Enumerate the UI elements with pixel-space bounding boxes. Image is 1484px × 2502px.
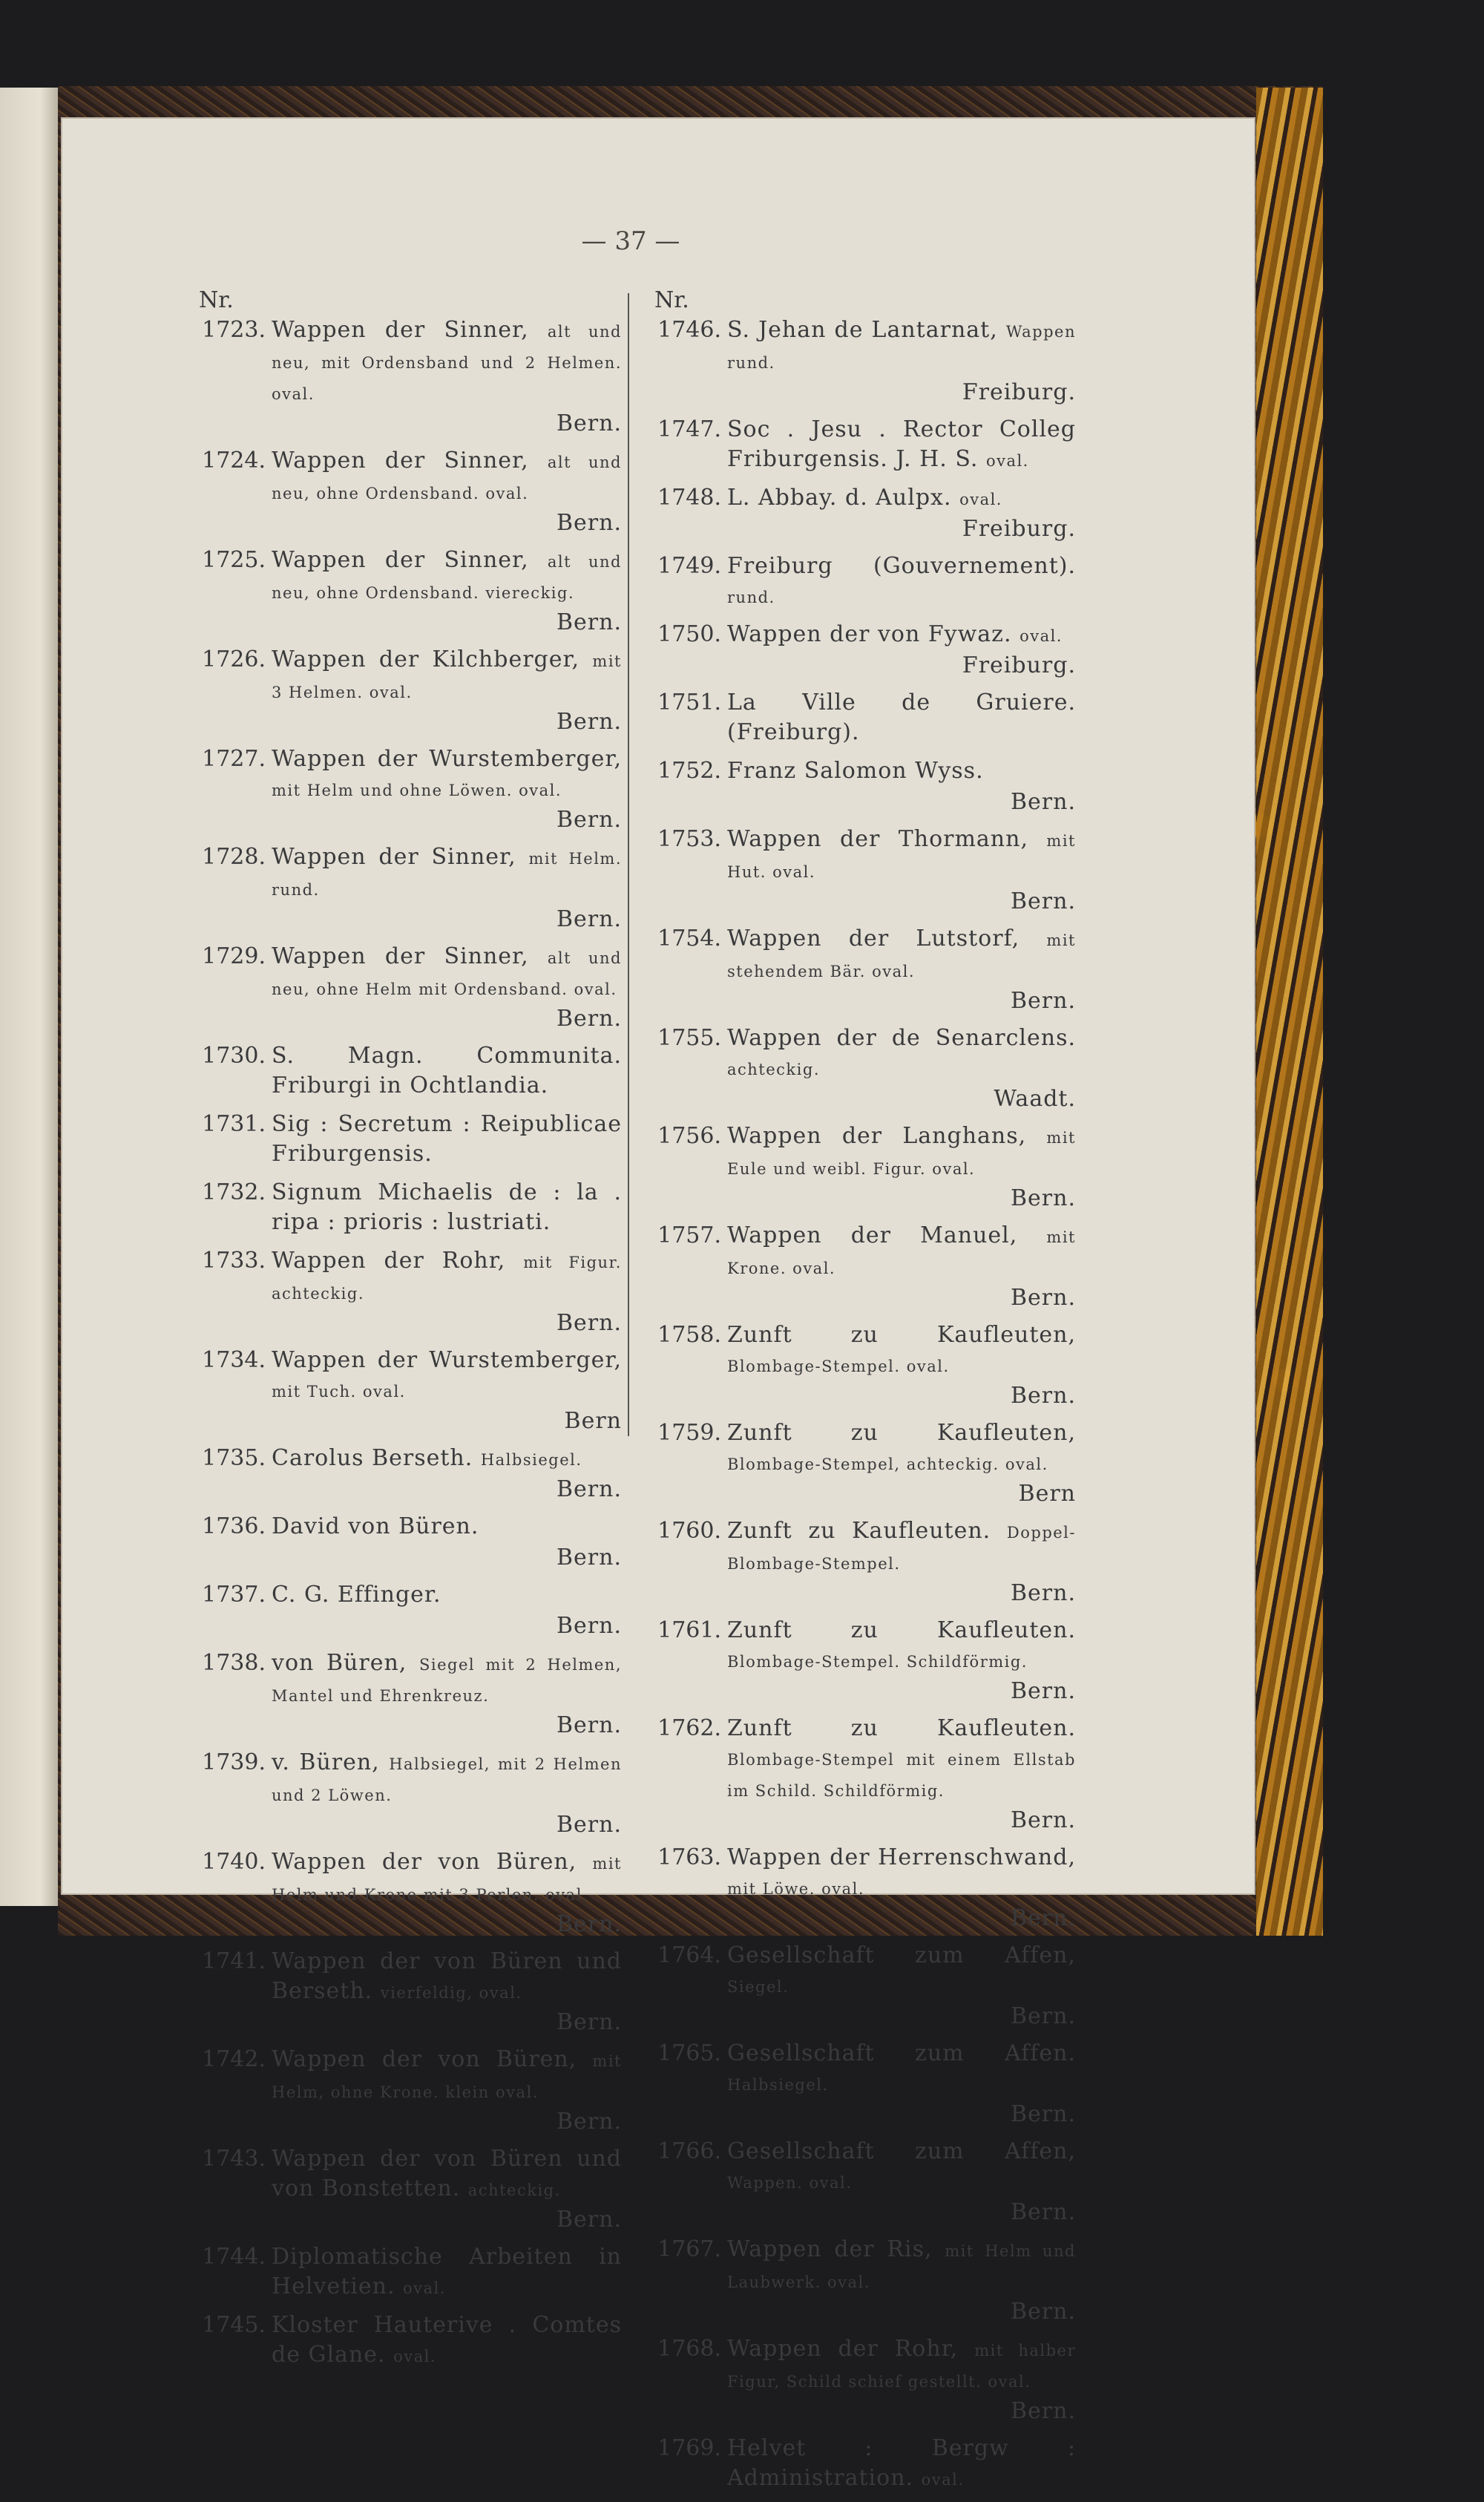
entry-text — [272, 2311, 622, 2371]
entry-text — [272, 546, 622, 638]
entry-number: 1734. — [202, 1347, 266, 1373]
entry-number: 1744. — [202, 2244, 266, 2270]
entry-place: Bern. — [1011, 1580, 1076, 1606]
entry-note: vierfeldig, oval. — [380, 1984, 522, 2002]
entry-title: Wappen der Ris, — [727, 2236, 933, 2262]
left-column — [184, 286, 622, 2379]
entry-title: Gesellschaft zum Affen. — [727, 2040, 1076, 2066]
catalog-entry — [640, 620, 1076, 681]
entry-number: 1732. — [202, 1179, 266, 1205]
entry-title: Wappen der von Büren, — [272, 2046, 577, 2072]
entry-note: alt und neu, ohne Ordensband. viereckig. — [272, 553, 623, 602]
entry-note: mit Krone. oval. — [727, 1228, 1076, 1277]
entry-text — [727, 551, 1076, 612]
catalog-entry — [640, 1843, 1076, 1933]
entry-place: Bern. — [556, 709, 622, 735]
catalog-entry — [640, 2137, 1076, 2227]
catalog-entry — [640, 1516, 1076, 1608]
entry-text — [727, 1418, 1076, 1509]
entry-text — [727, 688, 1076, 749]
entry-text — [272, 1246, 622, 1338]
entry-title: Wappen der Rohr, — [272, 1248, 506, 1274]
entry-place: Bern. — [1011, 789, 1076, 815]
entry-number: 1746. — [657, 317, 721, 343]
entry-title: Wappen der Sinner, — [272, 448, 529, 474]
catalog-entry — [184, 645, 622, 737]
entry-note: mit Eule und weibl. Figur. oval. — [727, 1129, 1076, 1178]
entry-text — [727, 1121, 1076, 1214]
entry-number: 1733. — [202, 1248, 266, 1274]
entry-place: Bern. — [556, 1310, 622, 1336]
entry-number: 1747. — [657, 416, 721, 442]
entry-place: Bern. — [1011, 2199, 1076, 2225]
catalog-entry — [184, 942, 622, 1034]
entry-note: mit Helm, ohne Krone. klein oval. — [272, 2052, 622, 2101]
entry-title: L. Abbay. d. Aulpx. — [727, 485, 952, 511]
entry-title: v. Büren, — [272, 1749, 380, 1775]
entry-note: Blombage-Stempel. Schildförmig. — [727, 1653, 1028, 1671]
entry-text — [727, 1024, 1076, 1114]
entry-text — [272, 1748, 622, 1840]
entry-number: 1765. — [657, 2040, 721, 2066]
catalog-entry — [640, 551, 1076, 612]
entry-title: Zunft zu Kaufleuten, — [727, 1322, 1076, 1348]
entry-note: mit Figur. achteckig. — [272, 1254, 622, 1303]
entry-note: mit Helm und Krone mit 3 Perlen. oval. — [272, 1855, 622, 1904]
entry-title: S. Jehan de Lantarnat, — [727, 317, 998, 343]
entry-place: Bern. — [1011, 1185, 1076, 1211]
entry-number: 1759. — [657, 1420, 721, 1446]
entry-title: Freiburg (Gouvernement). — [727, 553, 1076, 579]
nr-header: Nr. — [199, 287, 234, 313]
catalog-entry — [184, 1444, 622, 1504]
entry-text — [727, 2039, 1076, 2129]
entry-title: Signum Michaelis de : la . ripa : prioris : lustriati. — [272, 1179, 622, 1235]
entry-note: oval. — [921, 2471, 965, 2489]
entry-text — [272, 2045, 622, 2137]
entry-place: Bern. — [1011, 1285, 1076, 1311]
entry-title: Helvet : Bergw : Administration. — [727, 2435, 1076, 2491]
entry-note: mit Helm und ohne Löwen. oval. — [272, 782, 562, 799]
entry-note: alt und neu, mit Ordensband und 2 Helmen. oval. — [272, 323, 623, 403]
catalog-entry — [640, 688, 1076, 749]
page-number: — 37 — — [581, 226, 680, 256]
entry-number: 1754. — [657, 926, 721, 952]
catalog-entry — [640, 756, 1076, 817]
entry-note: mit Löwe. oval. — [727, 1880, 865, 1898]
entry-place: Bern. — [1011, 1807, 1076, 1833]
catalog-entry — [184, 1947, 622, 2037]
entry-title: Kloster Hauterive . Comtes de Glane. — [272, 2312, 622, 2368]
catalog-entry — [184, 744, 622, 835]
catalog-entry — [184, 1512, 622, 1573]
catalog-entry — [640, 1320, 1076, 1411]
catalog-entry — [640, 1121, 1076, 1214]
catalog-entry — [184, 2242, 622, 2303]
entry-number: 1745. — [202, 2312, 266, 2338]
entry-place: Bern. — [556, 2009, 622, 2035]
entry-place: Bern. — [556, 906, 622, 932]
entry-text — [727, 825, 1076, 917]
entry-text — [272, 1041, 622, 1102]
entry-title: Zunft zu Kaufleuten, — [727, 1420, 1076, 1446]
entry-text — [727, 1221, 1076, 1313]
entry-number: 1727. — [202, 746, 266, 772]
entry-number: 1751. — [657, 690, 721, 715]
entry-number: 1748. — [657, 485, 721, 511]
entry-title: Diplomatische Arbeiten in Helvetien. — [272, 2244, 622, 2299]
entry-note: achteckig. — [727, 1061, 820, 1078]
entry-note: alt und neu, ohne Helm mit Ordensband. oval. — [272, 949, 623, 998]
entry-note: Siegel. — [727, 1978, 789, 1996]
entry-text — [272, 1178, 622, 1239]
catalog-entry — [184, 1580, 622, 1641]
entry-text — [272, 842, 622, 934]
entry-number: 1750. — [657, 621, 721, 647]
entry-place: Bern. — [556, 2109, 622, 2135]
entry-text — [272, 315, 622, 439]
catalog-entry — [184, 1041, 622, 1102]
entry-place: Bern. — [556, 510, 622, 536]
entry-text — [272, 645, 622, 737]
entry-note: Halbsiegel, mit 2 Helmen und 2 Löwen. — [272, 1755, 622, 1804]
entry-text — [727, 2137, 1076, 2227]
entry-title: Wappen der Wurstemberger, — [272, 746, 622, 772]
catalog-entry — [184, 1246, 622, 1338]
entry-note: oval. — [403, 2279, 446, 2297]
entry-text — [727, 756, 1076, 817]
entry-note: mit stehendem Bär. oval. — [727, 931, 1076, 980]
entry-note: Wappen. oval. — [727, 2174, 853, 2192]
entry-title: Wappen der Wurstemberger, — [272, 1347, 622, 1373]
catalog-entry — [640, 825, 1076, 917]
entry-title: Wappen der Kilchberger, — [272, 646, 580, 672]
entry-title: Wappen der Manuel, — [727, 1222, 1018, 1248]
entry-note: oval. — [959, 491, 1002, 508]
catalog-entry — [640, 924, 1076, 1016]
entry-number: 1738. — [202, 1650, 266, 1676]
entry-place: Bern. — [556, 1712, 622, 1738]
catalog-entry — [184, 315, 622, 439]
entry-number: 1728. — [202, 844, 266, 870]
entry-title: Zunft zu Kaufleuten. — [727, 1617, 1076, 1643]
entry-place: Bern. — [1011, 1383, 1076, 1409]
entry-number: 1764. — [657, 1942, 721, 1968]
column-divider — [628, 293, 629, 1436]
catalog-entry — [640, 1714, 1076, 1835]
entry-number: 1768. — [657, 2336, 721, 2362]
entry-text — [272, 942, 622, 1034]
entry-place: Bern. — [556, 609, 622, 635]
catalog-entry — [184, 1847, 622, 1939]
entry-place: Freiburg. — [962, 379, 1076, 405]
entry-note: alt und neu, ohne Ordensband. oval. — [272, 453, 623, 502]
catalog-entry — [640, 2235, 1076, 2327]
entry-place: Bern — [564, 1408, 622, 1434]
entry-note: Blombage-Stempel mit einem Ellstab im Schild. Schildförmig. — [727, 1751, 1076, 1800]
catalog-entry — [640, 2334, 1076, 2426]
entry-title: Wappen der Langhans, — [727, 1123, 1027, 1149]
entry-title: von Büren, — [272, 1650, 407, 1676]
entry-place: Waadt. — [994, 1086, 1076, 1112]
entry-place: Bern. — [1011, 2299, 1076, 2325]
entry-place: Bern. — [1011, 888, 1076, 914]
entry-title: David von Büren. — [272, 1513, 479, 1539]
entry-place: Bern. — [1011, 2003, 1076, 2029]
catalog-entry — [184, 446, 622, 538]
entry-number: 1731. — [202, 1111, 266, 1137]
entry-title: Wappen der von Büren, — [272, 1849, 577, 1875]
entry-number: 1769. — [657, 2435, 721, 2461]
entry-number: 1729. — [202, 943, 266, 969]
entry-place: Bern. — [556, 1476, 622, 1502]
entry-text — [272, 446, 622, 538]
entry-place: Bern. — [556, 410, 622, 436]
entry-text — [727, 924, 1076, 1016]
entry-note: rund. — [727, 589, 775, 606]
entry-place: Bern. — [556, 1911, 622, 1937]
entry-title: Carolus Berseth. — [272, 1445, 473, 1471]
entry-title: Wappen der von Büren und Berseth. — [272, 1948, 622, 2004]
catalog-entry — [184, 2144, 622, 2235]
entry-place: Bern. — [556, 1545, 622, 1571]
entry-title: Zunft zu Kaufleuten. — [727, 1715, 1076, 1741]
facing-page-edge — [0, 88, 59, 1906]
entry-title: Wappen der Sinner, — [272, 547, 529, 573]
entry-text — [727, 1616, 1076, 1706]
entry-text — [727, 1714, 1076, 1835]
entry-note: oval. — [393, 2348, 437, 2365]
catalog-entry — [640, 1024, 1076, 1114]
entry-title: S. Magn. Communita. Friburgi in Ochtlandia. — [272, 1043, 622, 1098]
entry-place: Bern. — [556, 1006, 622, 1032]
entry-text — [727, 1941, 1076, 2031]
entry-text — [727, 1516, 1076, 1608]
catalog-entry — [640, 1221, 1076, 1313]
entry-text — [272, 1947, 622, 2037]
entry-number: 1749. — [657, 553, 721, 579]
entry-number: 1730. — [202, 1043, 266, 1069]
entry-number: 1737. — [202, 1582, 266, 1608]
entry-number: 1735. — [202, 1445, 266, 1471]
entry-list-right — [640, 315, 1076, 2495]
entry-text — [272, 2242, 622, 2303]
entry-place: Bern. — [1011, 2101, 1076, 2127]
entry-text — [727, 415, 1076, 476]
entry-number: 1723. — [202, 317, 266, 343]
entry-number: 1741. — [202, 1948, 266, 1974]
entry-place: Bern. — [556, 1613, 622, 1639]
entry-place: Bern. — [556, 1812, 622, 1838]
entry-text — [727, 1320, 1076, 1411]
entry-note: mit halber Figur, Schild schief gestellt. oval. — [727, 2342, 1076, 2391]
entry-title: Wappen der von Fywaz. — [727, 621, 1012, 647]
entry-place: Bern. — [1011, 1905, 1076, 1931]
entry-title: Wappen der Sinner, — [272, 943, 529, 969]
entry-number: 1752. — [657, 758, 721, 784]
nr-header: Nr. — [654, 287, 689, 313]
entry-note: mit Helm und Laubwerk. oval. — [727, 2242, 1076, 2291]
entry-note: Blombage-Stempel, achteckig. oval. — [727, 1455, 1048, 1473]
entry-number: 1740. — [202, 1849, 266, 1875]
catalog-entry — [640, 2039, 1076, 2129]
entry-text — [727, 2334, 1076, 2426]
entry-place: Freiburg. — [962, 652, 1076, 678]
entry-number: 1767. — [657, 2236, 721, 2262]
catalog-entry — [184, 1110, 622, 1170]
entry-number: 1756. — [657, 1123, 721, 1149]
entry-note: Wappen rund. — [727, 323, 1076, 372]
entry-number: 1760. — [657, 1518, 721, 1544]
entry-note: mit Helm. rund. — [272, 850, 622, 899]
entry-note: Halbsiegel. — [480, 1451, 582, 1469]
entry-note: mit 3 Helmen. oval. — [272, 652, 622, 701]
right-column — [640, 286, 1076, 2502]
entry-number: 1761. — [657, 1617, 721, 1643]
entry-place: Bern. — [556, 807, 622, 833]
entry-number: 1755. — [657, 1025, 721, 1051]
entry-title: La Ville de Gruiere. (Freiburg). — [727, 690, 1076, 745]
entry-note: mit Tuch. oval. — [272, 1383, 406, 1401]
entry-number: 1753. — [657, 826, 721, 852]
entry-number: 1724. — [202, 448, 266, 474]
catalog-entry — [640, 1616, 1076, 1706]
entry-text — [727, 315, 1076, 407]
entry-note: oval. — [1020, 627, 1063, 645]
entry-number: 1725. — [202, 547, 266, 573]
entry-number: 1739. — [202, 1749, 266, 1775]
entry-text — [272, 2144, 622, 2235]
entry-text — [272, 1346, 622, 1436]
entry-note: Blombage-Stempel. oval. — [727, 1358, 950, 1375]
catalog-entry — [640, 1418, 1076, 1509]
entry-list-left — [184, 315, 622, 2371]
entry-title: Wappen der Thormann, — [727, 826, 1028, 852]
entry-place: Bern. — [1011, 2398, 1076, 2424]
entry-text — [272, 1444, 622, 1504]
entry-place: Bern. — [556, 2207, 622, 2233]
entry-text — [272, 1110, 622, 1170]
entry-place: Bern. — [1011, 988, 1076, 1014]
entry-text — [727, 2434, 1076, 2495]
catalog-entry — [640, 483, 1076, 544]
entry-title: Soc . Jesu . Rector Colleg Friburgensis. J. H. S. — [727, 416, 1076, 472]
entry-number: 1726. — [202, 646, 266, 672]
catalog-entry — [184, 1748, 622, 1840]
catalog-entry — [640, 315, 1076, 407]
catalog-entry — [640, 2434, 1076, 2495]
entry-number: 1758. — [657, 1322, 721, 1348]
entry-note: oval. — [985, 452, 1029, 470]
entry-text — [272, 1580, 622, 1641]
entry-text — [272, 1847, 622, 1939]
entry-number: 1762. — [657, 1715, 721, 1741]
entry-title: C. G. Effinger. — [272, 1582, 441, 1608]
entry-note: achteckig. — [467, 2181, 561, 2199]
entry-number: 1757. — [657, 1222, 721, 1248]
entry-text — [272, 1512, 622, 1573]
entry-note: Halbsiegel. — [727, 2076, 829, 2094]
entry-number: 1742. — [202, 2046, 266, 2072]
catalog-entry — [184, 1346, 622, 1436]
entry-number: 1766. — [657, 2138, 721, 2164]
entry-title: Wappen der Rohr, — [727, 2336, 959, 2362]
catalog-entry — [184, 842, 622, 934]
entry-title: Wappen der de Senarclens. — [727, 1025, 1076, 1051]
entry-text — [272, 1648, 622, 1740]
catalog-entry — [184, 2311, 622, 2371]
entry-text — [727, 2235, 1076, 2327]
entry-title: Wappen der von Büren und von Bonstetten. — [272, 2146, 622, 2201]
entry-title: Gesellschaft zum Affen, — [727, 2138, 1076, 2164]
entry-text — [727, 620, 1076, 681]
catalog-entry — [184, 1178, 622, 1239]
catalog-entry — [184, 546, 622, 638]
entry-number: 1743. — [202, 2146, 266, 2172]
entry-place: Freiburg. — [962, 516, 1076, 542]
entry-title: Zunft zu Kaufleuten. — [727, 1518, 991, 1544]
entry-text — [727, 1843, 1076, 1933]
entry-title: Wappen der Herrenschwand, — [727, 1844, 1076, 1870]
entry-place: Bern — [1018, 1481, 1076, 1507]
marbled-edge — [1256, 88, 1323, 1936]
entry-title: Wappen der Lutstorf, — [727, 926, 1020, 952]
entry-note: mit Hut. oval. — [727, 832, 1076, 881]
entry-text — [272, 744, 622, 835]
entry-text — [727, 483, 1076, 544]
entry-title: Wappen der Sinner, — [272, 317, 529, 343]
entry-number: 1736. — [202, 1513, 266, 1539]
entry-number: 1763. — [657, 1844, 721, 1870]
entry-title: Wappen der Sinner, — [272, 844, 516, 870]
entry-title: Gesellschaft zum Affen, — [727, 1942, 1076, 1968]
entry-note: Siegel mit 2 Helmen, Mantel und Ehrenkreuz. — [272, 1656, 622, 1705]
catalog-entry — [640, 415, 1076, 476]
catalog-entry — [640, 1941, 1076, 2031]
entry-title: Franz Salomon Wyss. — [727, 758, 984, 784]
entry-place: Bern. — [1011, 1678, 1076, 1704]
catalog-entry — [184, 2045, 622, 2137]
entry-title: Sig : Secretum : Reipublicae Friburgensis. — [272, 1111, 622, 1167]
catalog-entry — [184, 1648, 622, 1740]
entry-note: Doppel-Blombage-Stempel. — [727, 1524, 1076, 1573]
